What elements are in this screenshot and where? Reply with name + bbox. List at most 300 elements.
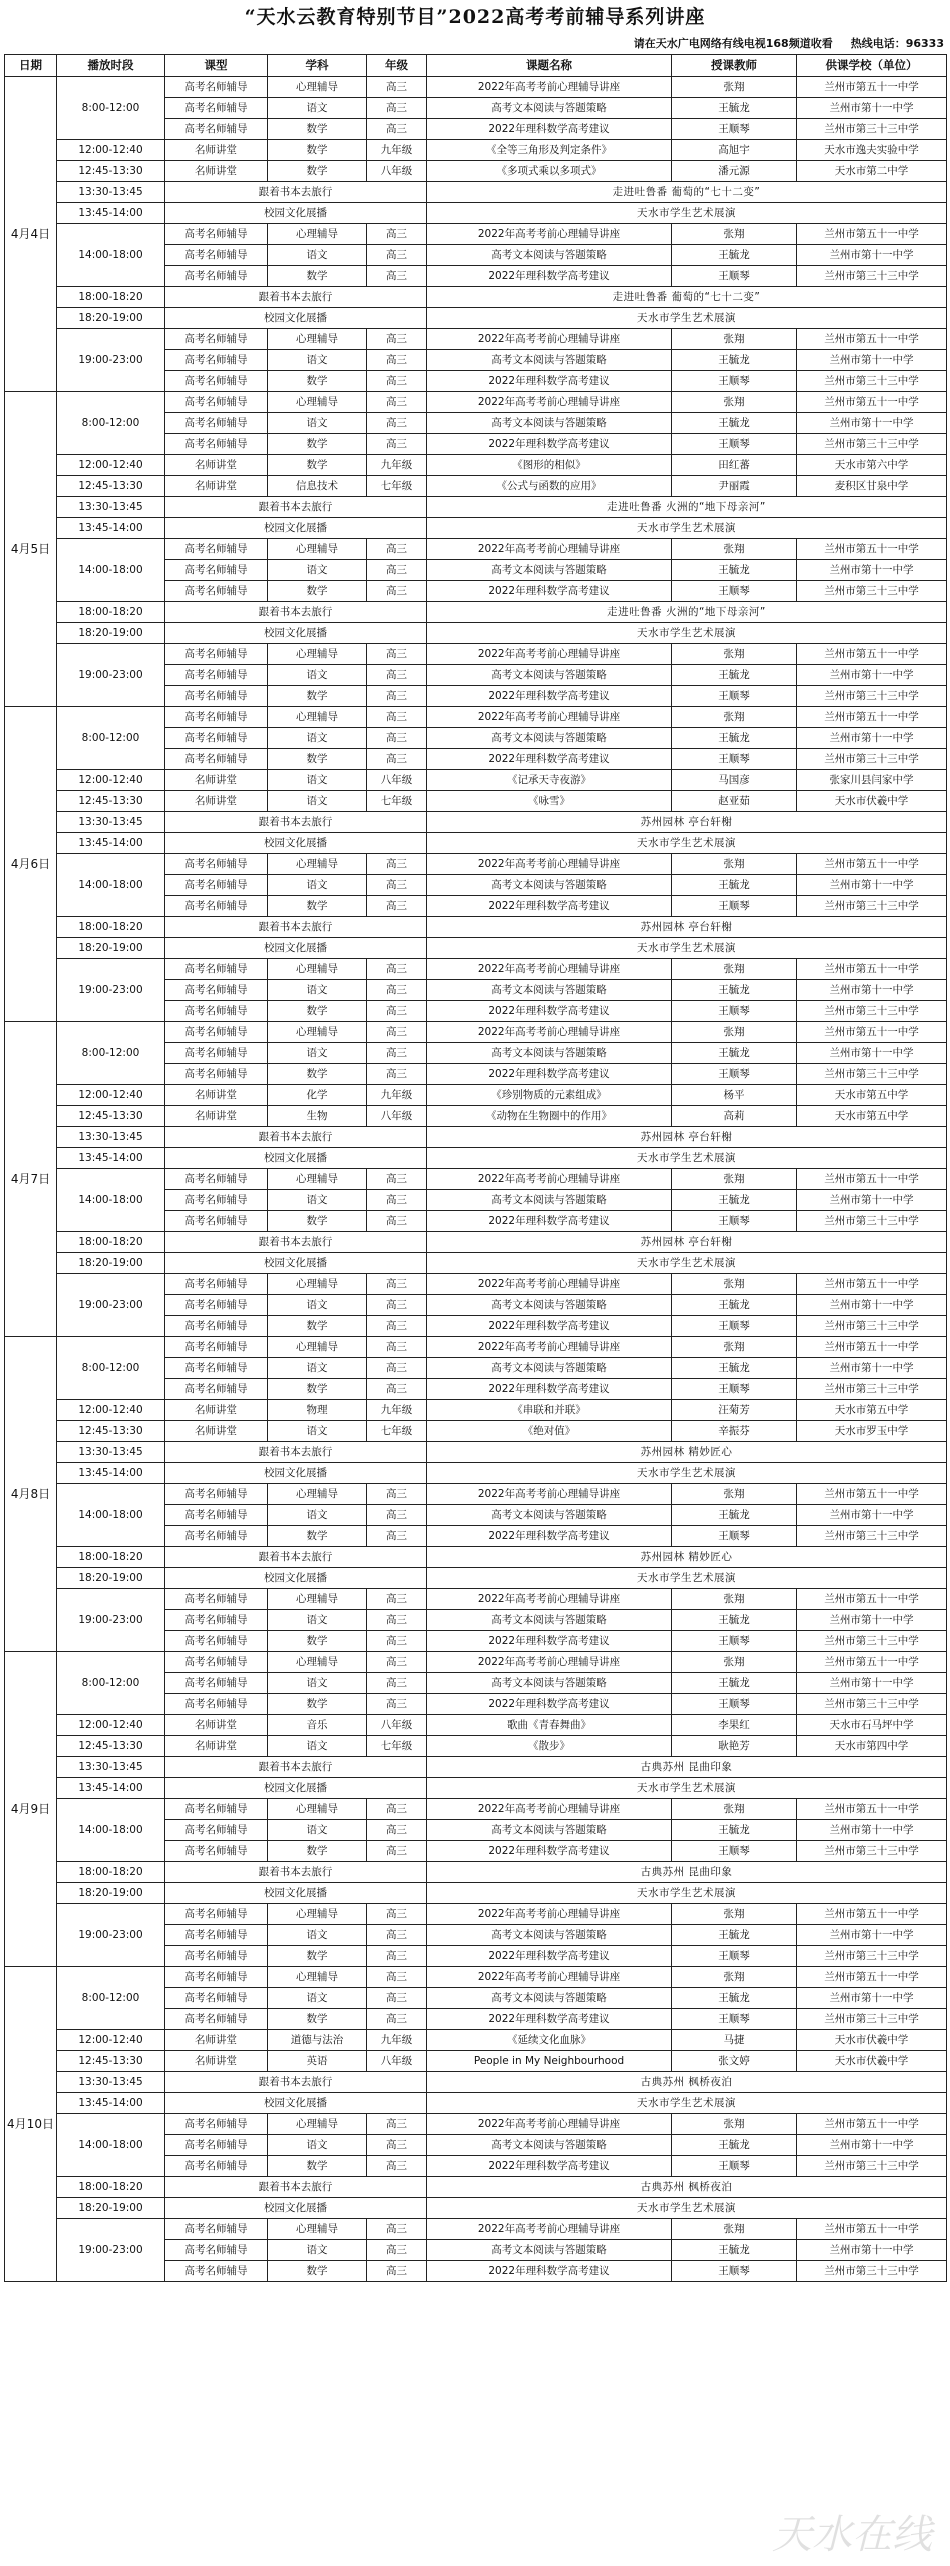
time-slot-cell: 12:00-12:40 xyxy=(57,2030,165,2051)
subject-cell: 数学 xyxy=(268,1001,367,1022)
teacher-cell: 张翔 xyxy=(672,1589,797,1610)
grade-cell: 高三 xyxy=(367,2156,427,2177)
type-cell: 名师讲堂 xyxy=(165,1085,268,1106)
time-slot-cell: 8:00-12:00 xyxy=(57,1967,165,2030)
teacher-cell: 王顺琴 xyxy=(672,896,797,917)
topic-cell: 2022年高考考前心理辅导讲座 xyxy=(427,1337,672,1358)
teacher-cell: 辛振芬 xyxy=(672,1421,797,1442)
teacher-cell: 张翔 xyxy=(672,2219,797,2240)
subject-cell: 心理辅导 xyxy=(268,329,367,350)
program-cell: 跟着书本去旅行 xyxy=(165,1442,427,1463)
topic-cell: 《延续文化血脉》 xyxy=(427,2030,672,2051)
program-cell: 跟着书本去旅行 xyxy=(165,2072,427,2093)
table-row xyxy=(5,140,947,161)
topic-cell: 2022年理科数学高考建议 xyxy=(427,371,672,392)
time-slot-cell: 12:45-13:30 xyxy=(57,1106,165,1127)
school-cell: 兰州市第三十三中学 xyxy=(797,1631,947,1652)
subject-cell: 心理辅导 xyxy=(268,224,367,245)
grade-cell: 八年级 xyxy=(367,1715,427,1736)
school-cell: 兰州市第十一中学 xyxy=(797,413,947,434)
grade-cell: 九年级 xyxy=(367,1400,427,1421)
header-grade: 年级 xyxy=(367,55,427,77)
teacher-cell: 张翔 xyxy=(672,959,797,980)
grade-cell: 高三 xyxy=(367,2219,427,2240)
school-cell: 张家川县闫家中学 xyxy=(797,770,947,791)
grade-cell: 高三 xyxy=(367,1631,427,1652)
grade-cell: 八年级 xyxy=(367,161,427,182)
time-slot-cell: 13:45-14:00 xyxy=(57,2093,165,2114)
subject-cell: 语文 xyxy=(268,665,367,686)
grade-cell: 七年级 xyxy=(367,1421,427,1442)
teacher-cell: 王顺琴 xyxy=(672,1631,797,1652)
subject-cell: 心理辅导 xyxy=(268,1484,367,1505)
type-cell: 高考名师辅导 xyxy=(165,1610,268,1631)
time-slot-cell: 14:00-18:00 xyxy=(57,1169,165,1232)
type-cell: 高考名师辅导 xyxy=(165,854,268,875)
table-row xyxy=(5,182,947,203)
topic-cell: 2022年高考考前心理辅导讲座 xyxy=(427,1274,672,1295)
topic-cell: People in My Neighbourhood xyxy=(427,2051,672,2072)
grade-cell: 七年级 xyxy=(367,1736,427,1757)
school-cell: 天水市第五中学 xyxy=(797,1085,947,1106)
teacher-cell: 王毓龙 xyxy=(672,728,797,749)
type-cell: 高考名师辅导 xyxy=(165,1904,268,1925)
time-slot-cell: 19:00-23:00 xyxy=(57,644,165,707)
subject-cell: 心理辅导 xyxy=(268,1967,367,1988)
header-date: 日期 xyxy=(5,55,57,77)
school-cell: 兰州市第十一中学 xyxy=(797,1358,947,1379)
teacher-cell: 张文婷 xyxy=(672,2051,797,2072)
type-cell: 高考名师辅导 xyxy=(165,1001,268,1022)
teacher-cell: 王顺琴 xyxy=(672,1211,797,1232)
school-cell: 兰州市第十一中学 xyxy=(797,2240,947,2261)
type-cell: 高考名师辅导 xyxy=(165,539,268,560)
teacher-cell: 赵亚茹 xyxy=(672,791,797,812)
type-cell: 高考名师辅导 xyxy=(165,665,268,686)
topic-cell: 高考文本阅读与答题策略 xyxy=(427,1988,672,2009)
time-slot-cell: 13:45-14:00 xyxy=(57,1463,165,1484)
type-cell: 高考名师辅导 xyxy=(165,1631,268,1652)
time-slot-cell: 12:00-12:40 xyxy=(57,1085,165,1106)
type-cell: 高考名师辅导 xyxy=(165,266,268,287)
grade-cell: 高三 xyxy=(367,2114,427,2135)
table-row xyxy=(5,329,947,350)
teacher-cell: 王顺琴 xyxy=(672,2261,797,2282)
teacher-cell: 王顺琴 xyxy=(672,2156,797,2177)
subject-cell: 数学 xyxy=(268,1841,367,1862)
school-cell: 兰州市第三十三中学 xyxy=(797,686,947,707)
header-school: 供课学校（单位） xyxy=(797,55,947,77)
school-cell: 兰州市第十一中学 xyxy=(797,1043,947,1064)
teacher-cell: 张翔 xyxy=(672,1799,797,1820)
table-row xyxy=(5,707,947,728)
type-cell: 高考名师辅导 xyxy=(165,2219,268,2240)
channel-notice: 请在天水广电网络有线电视168频道收看 xyxy=(633,37,833,50)
teacher-cell: 王毓龙 xyxy=(672,875,797,896)
subject-cell: 数学 xyxy=(268,161,367,182)
school-cell: 天水市伏羲中学 xyxy=(797,791,947,812)
date-cell: 4月4日 xyxy=(5,77,57,392)
table-row xyxy=(5,1148,947,1169)
table-row xyxy=(5,1421,947,1442)
time-slot-cell: 12:45-13:30 xyxy=(57,161,165,182)
topic-cell: 2022年高考考前心理辅导讲座 xyxy=(427,1967,672,1988)
teacher-cell: 王毓龙 xyxy=(672,665,797,686)
topic-cell: 2022年高考考前心理辅导讲座 xyxy=(427,2219,672,2240)
teacher-cell: 张翔 xyxy=(672,1337,797,1358)
type-cell: 高考名师辅导 xyxy=(165,581,268,602)
subject-cell: 数学 xyxy=(268,896,367,917)
time-slot-cell: 12:00-12:40 xyxy=(57,770,165,791)
type-cell: 名师讲堂 xyxy=(165,140,268,161)
topic-cell: 2022年理科数学高考建议 xyxy=(427,1526,672,1547)
table-row xyxy=(5,959,947,980)
grade-cell: 高三 xyxy=(367,1337,427,1358)
grade-cell: 高三 xyxy=(367,1820,427,1841)
table-row xyxy=(5,1862,947,1883)
subject-cell: 心理辅导 xyxy=(268,1799,367,1820)
type-cell: 名师讲堂 xyxy=(165,161,268,182)
table-row xyxy=(5,2093,947,2114)
subject-cell: 语文 xyxy=(268,1505,367,1526)
teacher-cell: 王毓龙 xyxy=(672,98,797,119)
subject-cell: 英语 xyxy=(268,2051,367,2072)
subject-cell: 数学 xyxy=(268,455,367,476)
time-slot-cell: 18:20-19:00 xyxy=(57,1883,165,1904)
topic-cell: 2022年高考考前心理辅导讲座 xyxy=(427,1589,672,1610)
topic-cell: 高考文本阅读与答题策略 xyxy=(427,1043,672,1064)
time-slot-cell: 18:20-19:00 xyxy=(57,1253,165,1274)
school-cell: 兰州市第十一中学 xyxy=(797,98,947,119)
school-cell: 天水市逸夫实验中学 xyxy=(797,140,947,161)
school-cell: 兰州市第五十一中学 xyxy=(797,2219,947,2240)
type-cell: 高考名师辅导 xyxy=(165,2114,268,2135)
type-cell: 高考名师辅导 xyxy=(165,1505,268,1526)
topic-cell: 2022年高考考前心理辅导讲座 xyxy=(427,644,672,665)
grade-cell: 高三 xyxy=(367,896,427,917)
table-row xyxy=(5,518,947,539)
grade-cell: 高三 xyxy=(367,1043,427,1064)
time-slot-cell: 12:00-12:40 xyxy=(57,455,165,476)
program-topic-cell: 古典苏州 枫桥夜泊 xyxy=(427,2072,947,2093)
program-cell: 校园文化展播 xyxy=(165,1568,427,1589)
topic-cell: 高考文本阅读与答题策略 xyxy=(427,728,672,749)
grade-cell: 八年级 xyxy=(367,770,427,791)
subject-cell: 心理辅导 xyxy=(268,2114,367,2135)
grade-cell: 高三 xyxy=(367,245,427,266)
school-cell: 兰州市第十一中学 xyxy=(797,1295,947,1316)
table-row xyxy=(5,308,947,329)
table-row xyxy=(5,392,947,413)
topic-cell: 2022年高考考前心理辅导讲座 xyxy=(427,1799,672,1820)
topic-cell: 2022年理科数学高考建议 xyxy=(427,1001,672,1022)
teacher-cell: 王毓龙 xyxy=(672,1358,797,1379)
time-slot-cell: 18:20-19:00 xyxy=(57,2198,165,2219)
grade-cell: 高三 xyxy=(367,644,427,665)
time-slot-cell: 13:30-13:45 xyxy=(57,1442,165,1463)
school-cell: 天水市伏羲中学 xyxy=(797,2051,947,2072)
school-cell: 兰州市第五十一中学 xyxy=(797,539,947,560)
grade-cell: 高三 xyxy=(367,1064,427,1085)
topic-cell: 2022年理科数学高考建议 xyxy=(427,119,672,140)
topic-cell: 《咏雪》 xyxy=(427,791,672,812)
subject-cell: 心理辅导 xyxy=(268,1274,367,1295)
school-cell: 天水市第六中学 xyxy=(797,455,947,476)
topic-cell: 2022年理科数学高考建议 xyxy=(427,749,672,770)
school-cell: 麦积区甘泉中学 xyxy=(797,476,947,497)
grade-cell: 九年级 xyxy=(367,1085,427,1106)
grade-cell: 高三 xyxy=(367,560,427,581)
teacher-cell: 张翔 xyxy=(672,1652,797,1673)
grade-cell: 高三 xyxy=(367,1484,427,1505)
date-cell: 4月6日 xyxy=(5,707,57,1022)
school-cell: 天水市第二中学 xyxy=(797,161,947,182)
subject-cell: 数学 xyxy=(268,266,367,287)
time-slot-cell: 13:30-13:45 xyxy=(57,497,165,518)
topic-cell: 《公式与函数的应用》 xyxy=(427,476,672,497)
subject-cell: 数学 xyxy=(268,749,367,770)
type-cell: 高考名师辅导 xyxy=(165,1946,268,1967)
program-cell: 跟着书本去旅行 xyxy=(165,812,427,833)
type-cell: 高考名师辅导 xyxy=(165,560,268,581)
time-slot-cell: 19:00-23:00 xyxy=(57,1274,165,1337)
grade-cell: 高三 xyxy=(367,329,427,350)
teacher-cell: 张翔 xyxy=(672,1967,797,1988)
time-slot-cell: 12:45-13:30 xyxy=(57,791,165,812)
topic-cell: 2022年高考考前心理辅导讲座 xyxy=(427,1652,672,1673)
teacher-cell: 王毓龙 xyxy=(672,1988,797,2009)
table-row xyxy=(5,1127,947,1148)
school-cell: 兰州市第三十三中学 xyxy=(797,2261,947,2282)
program-topic-cell: 天水市学生艺术展演 xyxy=(427,623,947,644)
grade-cell: 高三 xyxy=(367,686,427,707)
teacher-cell: 高莉 xyxy=(672,1106,797,1127)
topic-cell: 高考文本阅读与答题策略 xyxy=(427,1925,672,1946)
program-topic-cell: 天水市学生艺术展演 xyxy=(427,1253,947,1274)
type-cell: 高考名师辅导 xyxy=(165,1190,268,1211)
school-cell: 兰州市第五十一中学 xyxy=(797,959,947,980)
subject-cell: 数学 xyxy=(268,2156,367,2177)
grade-cell: 高三 xyxy=(367,98,427,119)
school-cell: 兰州市第五十一中学 xyxy=(797,1967,947,1988)
grade-cell: 高三 xyxy=(367,2135,427,2156)
table-row xyxy=(5,1442,947,1463)
topic-cell: 2022年高考考前心理辅导讲座 xyxy=(427,224,672,245)
time-slot-cell: 12:45-13:30 xyxy=(57,476,165,497)
subject-cell: 语文 xyxy=(268,1358,367,1379)
table-row xyxy=(5,1169,947,1190)
subject-cell: 语文 xyxy=(268,1925,367,1946)
program-cell: 校园文化展播 xyxy=(165,203,427,224)
date-cell: 4月10日 xyxy=(5,1967,57,2282)
teacher-cell: 王顺琴 xyxy=(672,1001,797,1022)
program-cell: 校园文化展播 xyxy=(165,2093,427,2114)
school-cell: 兰州市第五十一中学 xyxy=(797,1589,947,1610)
grade-cell: 高三 xyxy=(367,1001,427,1022)
topic-cell: 2022年理科数学高考建议 xyxy=(427,266,672,287)
table-row xyxy=(5,1967,947,1988)
grade-cell: 高三 xyxy=(367,119,427,140)
grade-cell: 高三 xyxy=(367,707,427,728)
time-slot-cell: 18:00-18:20 xyxy=(57,602,165,623)
date-cell: 4月8日 xyxy=(5,1337,57,1652)
program-topic-cell: 古典苏州 昆曲印象 xyxy=(427,1862,947,1883)
table-row xyxy=(5,1904,947,1925)
time-slot-cell: 14:00-18:00 xyxy=(57,539,165,602)
topic-cell: 2022年理科数学高考建议 xyxy=(427,896,672,917)
school-cell: 天水市第五中学 xyxy=(797,1400,947,1421)
teacher-cell: 高旭宇 xyxy=(672,140,797,161)
type-cell: 名师讲堂 xyxy=(165,2051,268,2072)
type-cell: 高考名师辅导 xyxy=(165,728,268,749)
table-row xyxy=(5,2030,947,2051)
teacher-cell: 张翔 xyxy=(672,1274,797,1295)
table-row xyxy=(5,1883,947,1904)
table-row xyxy=(5,1106,947,1127)
program-cell: 跟着书本去旅行 xyxy=(165,602,427,623)
subject-cell: 语文 xyxy=(268,2240,367,2261)
subject-cell: 数学 xyxy=(268,2261,367,2282)
topic-cell: 高考文本阅读与答题策略 xyxy=(427,665,672,686)
program-topic-cell: 天水市学生艺术展演 xyxy=(427,203,947,224)
time-slot-cell: 18:20-19:00 xyxy=(57,623,165,644)
teacher-cell: 王毓龙 xyxy=(672,1610,797,1631)
teacher-cell: 王顺琴 xyxy=(672,1526,797,1547)
school-cell: 兰州市第三十三中学 xyxy=(797,581,947,602)
school-cell: 兰州市第十一中学 xyxy=(797,350,947,371)
topic-cell: 高考文本阅读与答题策略 xyxy=(427,2135,672,2156)
school-cell: 兰州市第三十三中学 xyxy=(797,2009,947,2030)
teacher-cell: 王顺琴 xyxy=(672,2009,797,2030)
program-cell: 校园文化展播 xyxy=(165,1148,427,1169)
program-cell: 校园文化展播 xyxy=(165,1778,427,1799)
header-teacher: 授课教师 xyxy=(672,55,797,77)
school-cell: 天水市第四中学 xyxy=(797,1736,947,1757)
time-slot-cell: 12:45-13:30 xyxy=(57,1736,165,1757)
topic-cell: 高考文本阅读与答题策略 xyxy=(427,1295,672,1316)
topic-cell: 高考文本阅读与答题策略 xyxy=(427,1358,672,1379)
table-row xyxy=(5,1400,947,1421)
topic-cell: 2022年理科数学高考建议 xyxy=(427,2261,672,2282)
grade-cell: 高三 xyxy=(367,2009,427,2030)
table-row xyxy=(5,854,947,875)
school-cell: 兰州市第十一中学 xyxy=(797,2135,947,2156)
topic-cell: 高考文本阅读与答题策略 xyxy=(427,1820,672,1841)
time-slot-cell: 8:00-12:00 xyxy=(57,707,165,770)
subject-cell: 语文 xyxy=(268,245,367,266)
teacher-cell: 王顺琴 xyxy=(672,749,797,770)
type-cell: 名师讲堂 xyxy=(165,1400,268,1421)
program-cell: 跟着书本去旅行 xyxy=(165,287,427,308)
program-cell: 校园文化展播 xyxy=(165,938,427,959)
topic-cell: 《绝对值》 xyxy=(427,1421,672,1442)
teacher-cell: 张翔 xyxy=(672,1169,797,1190)
school-cell: 兰州市第三十三中学 xyxy=(797,749,947,770)
subject-cell: 数学 xyxy=(268,686,367,707)
time-slot-cell: 13:30-13:45 xyxy=(57,1757,165,1778)
table-row xyxy=(5,2072,947,2093)
table-row xyxy=(5,770,947,791)
topic-cell: 《图形的相似》 xyxy=(427,455,672,476)
teacher-cell: 马捷 xyxy=(672,2030,797,2051)
program-topic-cell: 走进吐鲁番 火洲的“地下母亲河” xyxy=(427,497,947,518)
program-cell: 跟着书本去旅行 xyxy=(165,1862,427,1883)
type-cell: 高考名师辅导 xyxy=(165,371,268,392)
subject-cell: 语文 xyxy=(268,2135,367,2156)
time-slot-cell: 13:45-14:00 xyxy=(57,203,165,224)
table-row xyxy=(5,1778,947,1799)
teacher-cell: 张翔 xyxy=(672,224,797,245)
type-cell: 高考名师辅导 xyxy=(165,686,268,707)
subject-cell: 心理辅导 xyxy=(268,539,367,560)
subject-cell: 数学 xyxy=(268,1694,367,1715)
topic-cell: 2022年理科数学高考建议 xyxy=(427,1841,672,1862)
program-cell: 校园文化展播 xyxy=(165,1463,427,1484)
school-cell: 兰州市第十一中学 xyxy=(797,1505,947,1526)
topic-cell: 2022年理科数学高考建议 xyxy=(427,686,672,707)
school-cell: 兰州市第十一中学 xyxy=(797,875,947,896)
grade-cell: 高三 xyxy=(367,1379,427,1400)
grade-cell: 高三 xyxy=(367,413,427,434)
type-cell: 高考名师辅导 xyxy=(165,392,268,413)
grade-cell: 高三 xyxy=(367,2240,427,2261)
teacher-cell: 张翔 xyxy=(672,1484,797,1505)
school-cell: 天水市罗玉中学 xyxy=(797,1421,947,1442)
type-cell: 高考名师辅导 xyxy=(165,1589,268,1610)
topic-cell: 高考文本阅读与答题策略 xyxy=(427,98,672,119)
topic-cell: 2022年高考考前心理辅导讲座 xyxy=(427,329,672,350)
school-cell: 兰州市第五十一中学 xyxy=(797,707,947,728)
subject-cell: 心理辅导 xyxy=(268,1589,367,1610)
subject-cell: 语文 xyxy=(268,980,367,1001)
grade-cell: 高三 xyxy=(367,266,427,287)
grade-cell: 高三 xyxy=(367,728,427,749)
grade-cell: 高三 xyxy=(367,1295,427,1316)
topic-cell: 2022年理科数学高考建议 xyxy=(427,1316,672,1337)
type-cell: 高考名师辅导 xyxy=(165,2240,268,2261)
teacher-cell: 张翔 xyxy=(672,2114,797,2135)
topic-cell: 2022年高考考前心理辅导讲座 xyxy=(427,707,672,728)
program-topic-cell: 天水市学生艺术展演 xyxy=(427,1778,947,1799)
grade-cell: 高三 xyxy=(367,1967,427,1988)
type-cell: 高考名师辅导 xyxy=(165,77,268,98)
topic-cell: 高考文本阅读与答题策略 xyxy=(427,413,672,434)
subject-cell: 物理 xyxy=(268,1400,367,1421)
type-cell: 高考名师辅导 xyxy=(165,749,268,770)
time-slot-cell: 8:00-12:00 xyxy=(57,1337,165,1400)
teacher-cell: 张翔 xyxy=(672,707,797,728)
type-cell: 高考名师辅导 xyxy=(165,644,268,665)
subject-cell: 音乐 xyxy=(268,1715,367,1736)
time-slot-cell: 12:45-13:30 xyxy=(57,2051,165,2072)
teacher-cell: 王毓龙 xyxy=(672,1505,797,1526)
teacher-cell: 张翔 xyxy=(672,77,797,98)
header-type: 课型 xyxy=(165,55,268,77)
table-row xyxy=(5,1589,947,1610)
topic-cell: 2022年理科数学高考建议 xyxy=(427,2156,672,2177)
time-slot-cell: 14:00-18:00 xyxy=(57,224,165,287)
school-cell: 兰州市第五十一中学 xyxy=(797,2114,947,2135)
school-cell: 兰州市第十一中学 xyxy=(797,1988,947,2009)
teacher-cell: 王毓龙 xyxy=(672,980,797,1001)
type-cell: 高考名师辅导 xyxy=(165,959,268,980)
teacher-cell: 王顺琴 xyxy=(672,686,797,707)
grade-cell: 八年级 xyxy=(367,1106,427,1127)
grade-cell: 九年级 xyxy=(367,140,427,161)
time-slot-cell: 19:00-23:00 xyxy=(57,2219,165,2282)
subject-cell: 心理辅导 xyxy=(268,1652,367,1673)
subject-cell: 化学 xyxy=(268,1085,367,1106)
